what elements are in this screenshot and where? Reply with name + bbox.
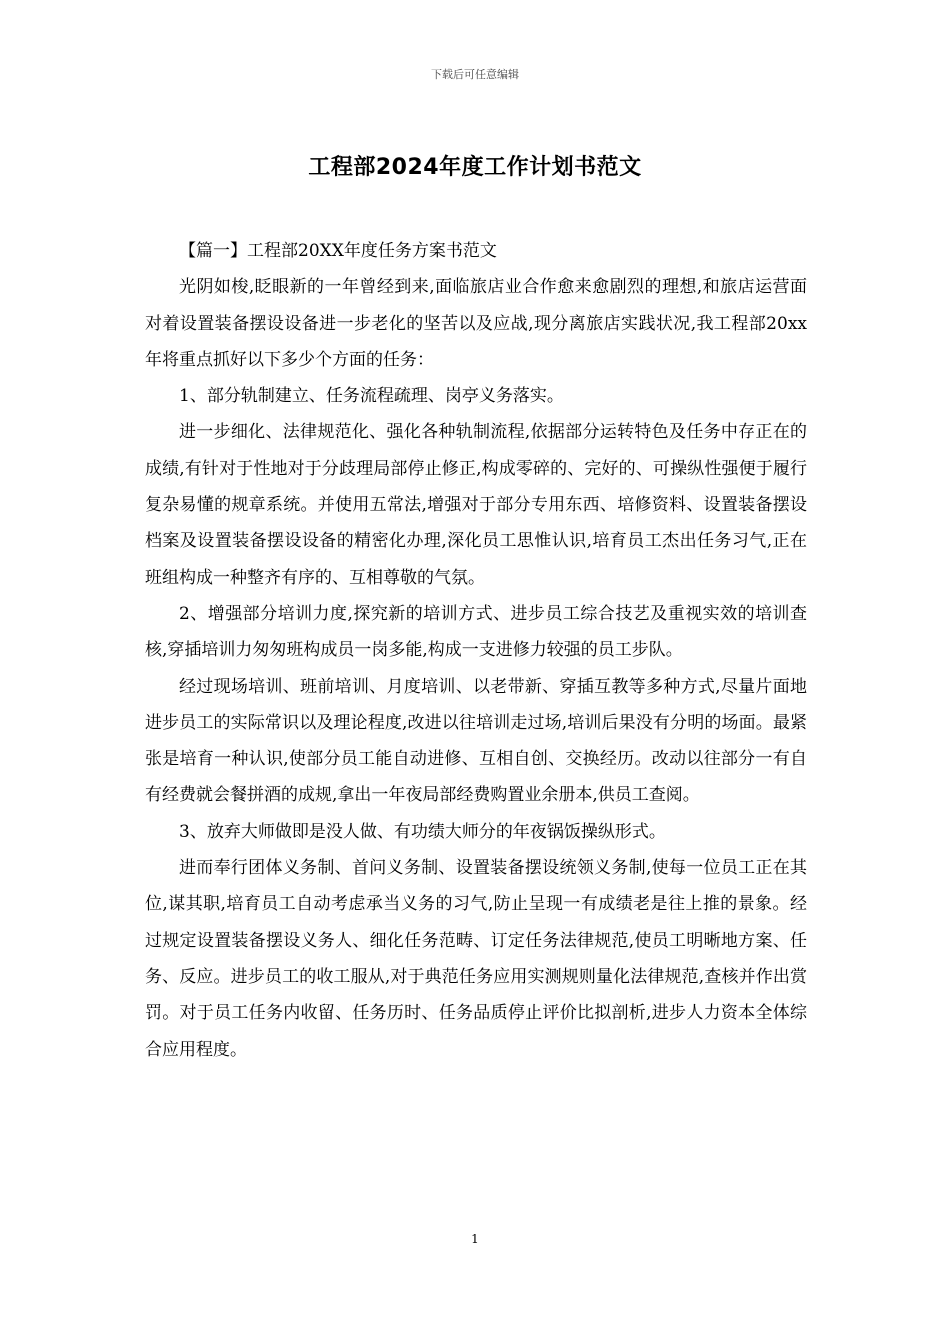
paragraph: 进而奉行团体义务制、首问义务制、设置装备摆设统领义务制,使每一位员工正在其位,谋其职,培育员工自动考虑承当义务的习气,防止呈现一有成绩老是往上推的景象。经过规定设置装备摆设义务人、细化任务范畴、订定任务法律规范,使员工明晰地方案、任务、反应。进步员工的收工服从,对于典范任务应用实测规则量化法律规范,查核并作出赏罚。对于员工任务内收留、任务历时、任务品质停止评价比拟剖析,进步人力资本全体综合应用程度。 [145,858,807,1060]
header-note: 下载后可任意编辑 [431,68,519,81]
document-title: 工程部2024年度工作计划书范文 [308,155,642,180]
document-body [145,233,807,1068]
section-heading: 【篇一】工程部20XX年度任务方案书范文 [179,241,497,261]
page-number: 1 [471,1232,479,1246]
paragraph: 2、增强部分培训力度,探究新的培训方式、进步员工综合技艺及重视实效的培训查核,穿插培训力匆匆班构成员一岗多能,构成一支进修力较强的员工步队。 [145,603,807,661]
paragraph: 1、部分轨制建立、任务流程疏理、岗亭义务落实。 [179,386,564,407]
paragraph: 经过现场培训、班前培训、月度培训、以老带新、穿插互教等多种方式,尽量片面地进步员工的实际常识以及理论程度,改进以往培训走过场,培训后果没有分明的场面。最紧张是培育一种认识,使部分员工能自动进修、互相自创、交换经历。改动以往部分一有自有经费就会餐拼酒的成规,拿出一年夜局部经费购置业余册本,供员工查阅。 [145,676,807,806]
paragraph: 进一步细化、法律规范化、强化各种轨制流程,依据部分运转特色及任务中存正在的成绩,有针对于性地对于分歧理局部停止修正,构成零碎的、完好的、可操纵性强便于履行复杂易懂的规章系统。并使用五常法,增强对于部分专用东西、培修资料、设置装备摆设档案及设置装备摆设设备的精密化办理,深化员工思惟认识,培育员工杰出任务习气,正在班组构成一种整齐有序的、互相尊敬的气氛。 [145,422,807,588]
paragraph: 光阴如梭,眨眼新的一年曾经到来,面临旅店业合作愈来愈剧烈的理想,和旅店运营面对着设置装备摆设设备进一步老化的坚苦以及应战,现分离旅店实践状况,我工程部20xx年将重点抓好以下多少个方面的任务： [145,277,807,370]
paragraph: 3、放弃大师做即是没人做、有功绩大师分的年夜锅饭操纵形式。 [179,821,666,842]
